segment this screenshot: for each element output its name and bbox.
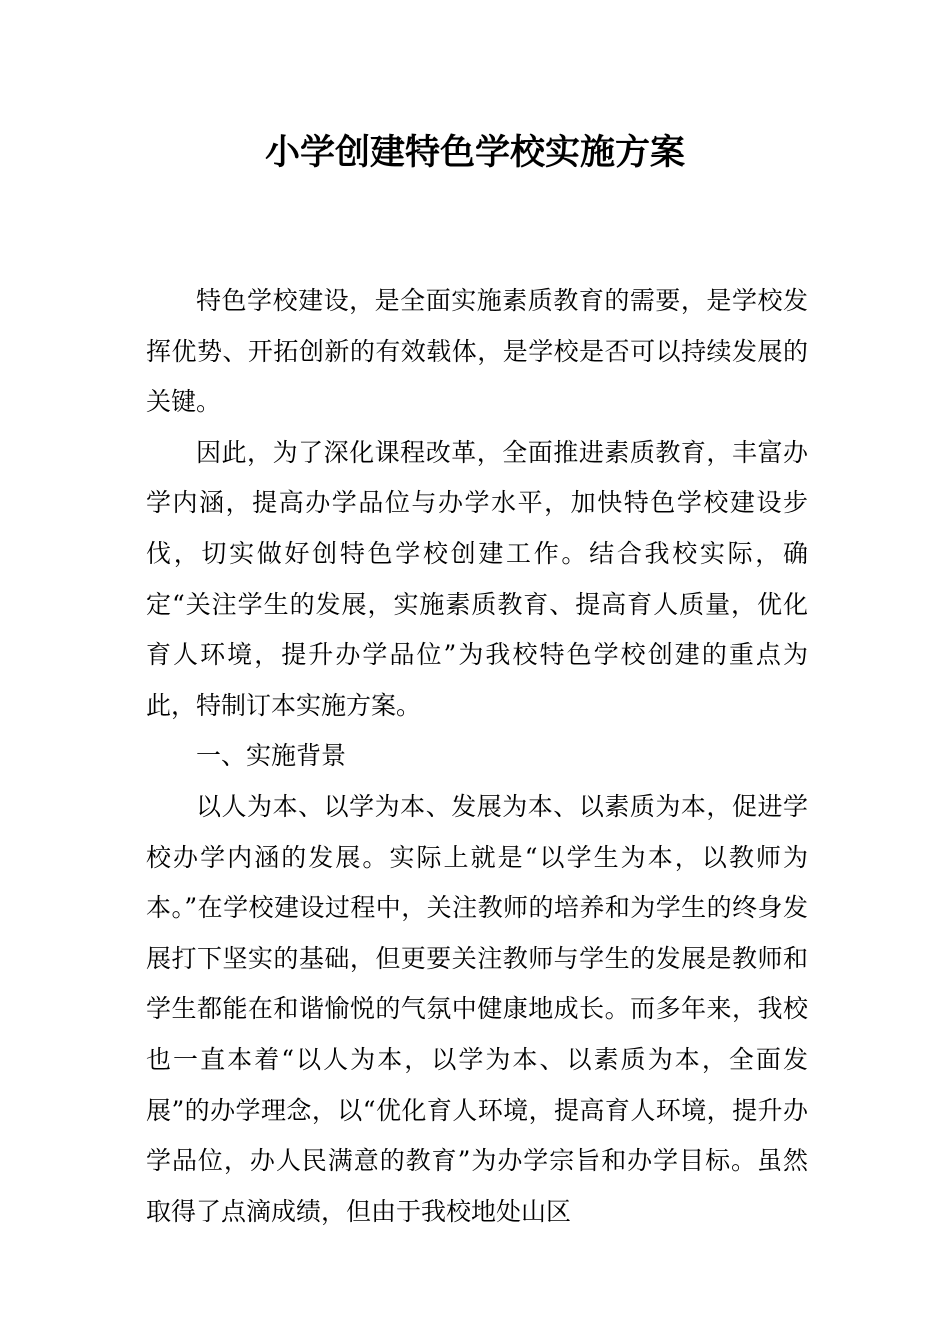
document-title: 小学创建特色学校实施方案 <box>264 132 685 173</box>
paragraph-purpose: 因此，为了深化课程改革，全面推进素质教育，丰富办学内涵，提高办学品位与办学水平，加快特色学校建设步伐，切实做好创特色学校创建工作。结合我校实际，确定“关注学生的发展，实施素质教育、提高育人质量，优化育人环境，提升办学品位”为我校特色学校创建的重点为此，特制订本实施方案。 <box>146 437 808 720</box>
paragraph-intro: 特色学校建设，是全面实施素质教育的需要，是学校发挥优势、开拓创新的有效载体，是学校是否可以持续发展的关键。 <box>146 286 808 417</box>
section-heading-background: 一、实施背景 <box>196 741 347 771</box>
paragraph-background: 以人为本、以学为本、发展为本、以素质为本，促进学校办学内涵的发展。实际上就是“以学生为本，以教师为本。”在学校建设过程中，关注教师的培养和为学生的终身发展打下坚实的基础，但更要关注教师与学生的发展是教师和学生都能在和谐愉悦的气氛中健康地成长。而多年来，我校也一直本着“以人为本，以学为本、以素质为本，全面发展”的办学理念，以“优化育人环境，提高育人环境，提升办学品位，办人民满意的教育”为办学宗旨和办学目标。虽然取得了点滴成绩，但由于我校地处山区 <box>146 791 808 1226</box>
document-body <box>146 276 808 1237</box>
